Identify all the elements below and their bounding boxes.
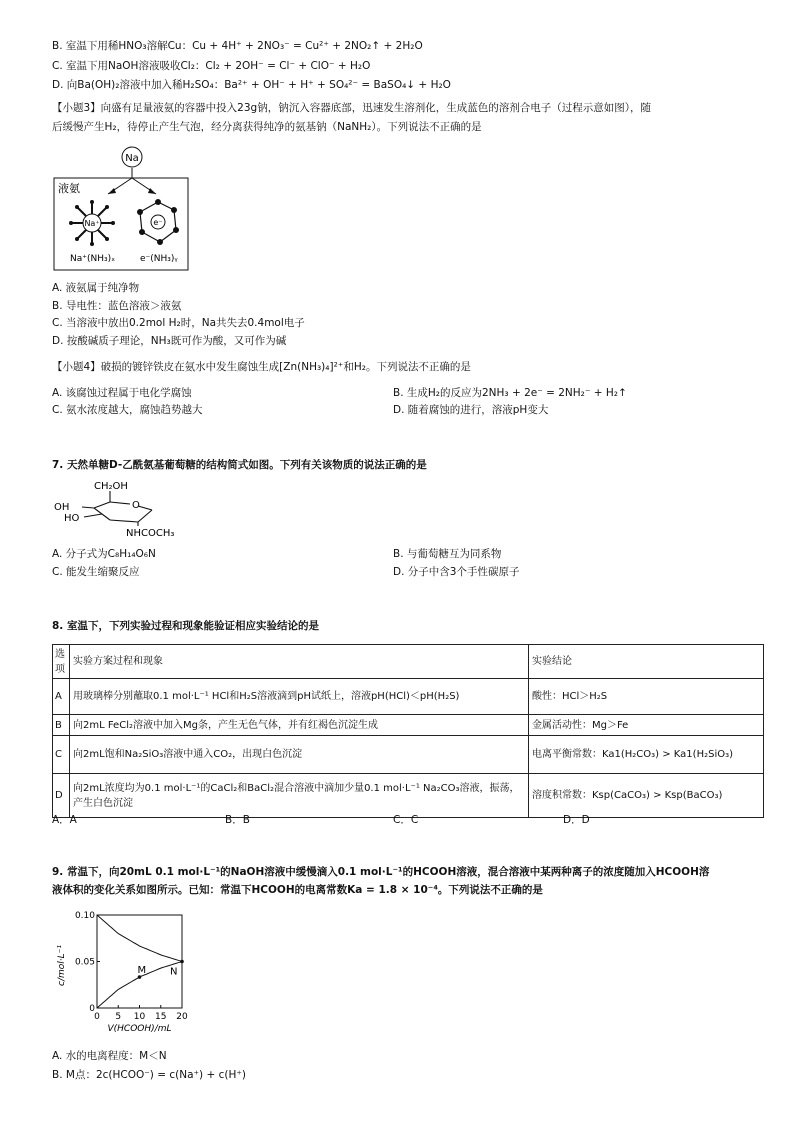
q8-answer-b: B．B: [225, 814, 250, 826]
x-tick-label: 0: [94, 1012, 100, 1022]
plot-frame: [97, 915, 182, 1008]
table-row: A 用玻璃棒分别蘸取0.1 mol·L⁻¹ HCl和H₂S溶液滴到pH试纸上，溶液pH(HCl)＜pH(H₂S) 酸性：HCl＞H₂S: [53, 679, 764, 715]
table-header-procedure: 实验方案过程和现象: [70, 645, 529, 679]
q8-answer-c: C．C: [393, 814, 419, 826]
q7-option-c: C. 能发生缩聚反应: [52, 566, 140, 578]
x-tick-label: 20: [176, 1012, 188, 1022]
q7-option-b: B. 与葡萄糖互为同系物: [393, 548, 502, 560]
solvated-electron-diagram: [52, 144, 202, 274]
point-N: [180, 960, 184, 964]
sub3-option-c: C. 当溶液中放出0.2mol H₂时，Na共失去0.4mol电子: [52, 317, 305, 329]
q8-answer-d: D．D: [563, 814, 590, 826]
q9-option-b: B. M点：2c(HCOO⁻) = c(Na⁺) + c(H⁺): [52, 1069, 247, 1081]
y-axis-label: c/mol·L⁻¹: [57, 945, 67, 986]
sub4-stem: 【小题4】破损的镀锌铁皮在氨水中发生腐蚀生成[Zn(NH₃)₄]²⁺和H₂。下列说法不正确的是: [52, 361, 471, 373]
sub3-stem-line1: 【小题3】向盛有足量液氨的容器中投入23g钠，钠沉入容器底部，迅速发生溶剂化，生成蓝色的溶剂合电子（过程示意如图），随: [52, 102, 651, 114]
sub4-option-d: D. 随着腐蚀的进行，溶液pH变大: [393, 404, 549, 416]
q8-answer-a: A．A: [52, 814, 77, 826]
series-line-1: [97, 915, 182, 962]
concentration-chart: [52, 905, 212, 1040]
sub3-option-a: A. 液氨属于纯净物: [52, 282, 140, 294]
table-row: D 向2mL浓度均为0.1 mol·L⁻¹的CaCl₂和BaCl₂混合溶液中滴加少量0.1 mol·L⁻¹ Na₂CO₃溶液，振荡，产生白色沉淀 溶度积常数：Ksp(CaCO₃) > Ksp(BaCO₃): [53, 774, 764, 818]
q7-option-d: D. 分子中含3个手性碳原子: [393, 566, 520, 578]
svg-text:e⁻: e⁻: [153, 218, 163, 227]
q9-stem-line1: 9. 常温下，向20mL 0.1 mol·L⁻¹的NaOH溶液中缓慢滴入0.1 mol·L⁻¹的HCOOH溶液，混合溶液中某两种离子的浓度随加入HCOOH溶: [52, 866, 710, 878]
svg-text:CH₂OH: CH₂OH: [94, 481, 128, 492]
solvated-sodium-label: Na⁺(NH₃)ₓ: [70, 254, 116, 264]
y-tick-label: 0.05: [74, 957, 95, 968]
q9-stem-line2: 液体积的变化关系如图所示。已知：常温下HCOOH的电离常数Ka = 1.8 × 10⁻⁴。下列说法不正确的是: [52, 884, 543, 896]
table-row: B 向2mL FeCl₂溶液中加入Mg条，产生无色气体，并有红褐色沉淀生成 金属活动性：Mg＞Fe: [53, 715, 764, 736]
q8-stem: 8. 室温下，下列实验过程和现象能验证相应实验结论的是: [52, 620, 319, 632]
q6-option-d: D. 向Ba(OH)₂溶液中加入稀H₂SO₄：Ba²⁺ + OH⁻ + H⁺ + SO₄²⁻ = BaSO₄↓ + H₂O: [52, 79, 451, 91]
q9-option-a: A. 水的电离程度：M＜N: [52, 1050, 167, 1062]
sub4-option-a: A. 该腐蚀过程属于电化学腐蚀: [52, 387, 192, 399]
solvated-electron-cluster: [137, 199, 179, 245]
q7-option-a: A. 分子式为C₈H₁₄O₆N: [52, 548, 156, 560]
sub4-option-b: B. 生成H₂的反应为2NH₃ + 2e⁻ = 2NH₂⁻ + H₂↑: [393, 387, 627, 399]
sub3-option-b: B. 导电性：蓝色溶液＞液氨: [52, 300, 182, 312]
svg-text:OH: OH: [54, 502, 70, 513]
sub3-option-d: D. 按酸碱质子理论，NH₃既可作为酸，又可作为碱: [52, 335, 287, 347]
q6-option-c: C. 室温下用NaOH溶液吸收Cl₂：Cl₂ + 2OH⁻ = Cl⁻ + ClO⁻ + H₂O: [52, 60, 371, 72]
solvated-electron-label: e⁻(NH₃)ᵧ: [140, 254, 178, 264]
y-tick-label: 0.10: [74, 911, 95, 921]
q7-stem: 7. 天然单糖D-乙酰氨基葡萄糖的结构简式如图。下列有关该物质的说法正确的是: [52, 459, 427, 471]
svg-text:HO: HO: [64, 513, 80, 524]
glucosamine-structure: [52, 478, 182, 540]
sub4-option-c: C. 氨水浓度越大，腐蚀趋势越大: [52, 404, 203, 416]
point-label-M: M: [137, 965, 147, 977]
sub3-stem-line2: 后缓慢产生H₂，待停止产生气泡，经分离获得纯净的氨基钠（NaNH₂）。下列说法不正确的是: [52, 121, 482, 133]
table-header-option: 选项: [53, 645, 70, 679]
point-label-N: N: [170, 966, 178, 978]
solvated-sodium-cluster: [69, 200, 115, 246]
sodium-atom-label: Na: [125, 153, 139, 164]
q8-experiment-table: [52, 644, 764, 818]
svg-text:NHCOCH₃: NHCOCH₃: [126, 528, 175, 539]
table-row: C 向2mL饱和Na₂SiO₃溶液中通入CO₂，出现白色沉淀 电离平衡常数：Ka1(H₂CO₃) > Ka1(H₂SiO₃): [53, 736, 764, 774]
x-tick-label: 5: [115, 1012, 122, 1022]
x-axis-label: V(HCOOH)/mL: [107, 1024, 172, 1034]
table-header-conclusion: 实验结论: [529, 645, 764, 679]
x-tick-label: 15: [155, 1012, 167, 1022]
svg-text:Na⁺: Na⁺: [84, 219, 100, 228]
y-tick-label: 0: [89, 1004, 95, 1014]
q6-option-b: B. 室温下用稀HNO₃溶解Cu：Cu + 4H⁺ + 2NO₃⁻ = Cu²⁺ + 2NO₂↑ + 2H₂O: [52, 40, 423, 52]
liquid-ammonia-label: 液氨: [58, 182, 80, 195]
svg-text:O: O: [132, 500, 140, 511]
x-tick-label: 10: [133, 1012, 146, 1022]
